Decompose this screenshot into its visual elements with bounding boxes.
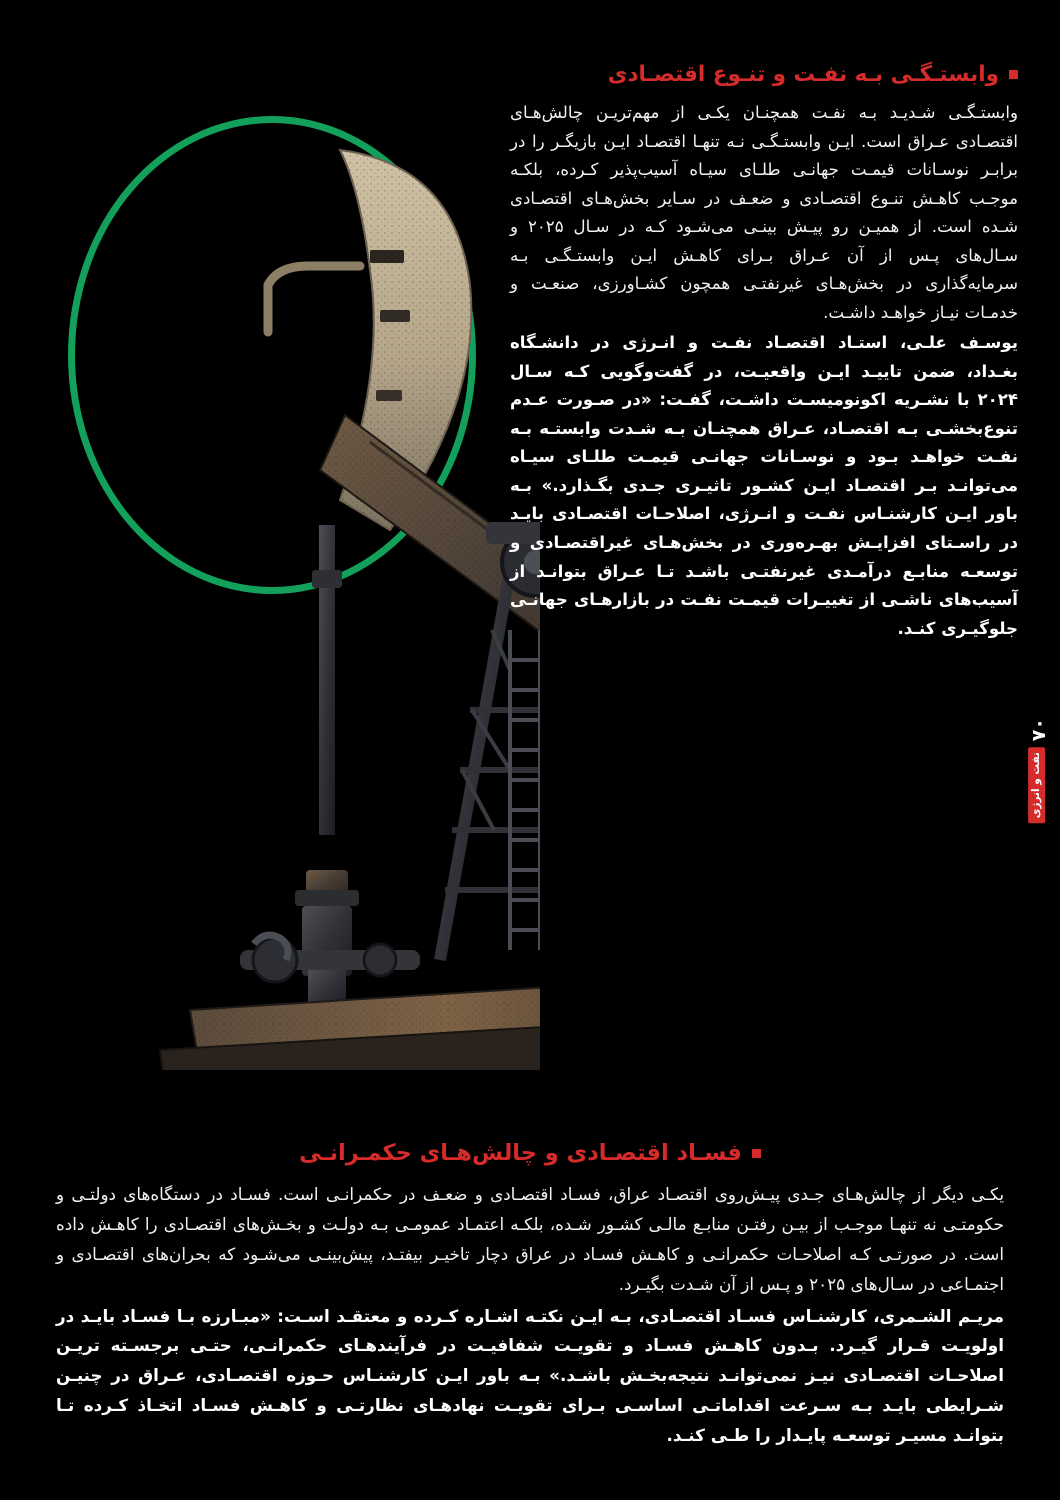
section-heading-oil	[510, 62, 1018, 87]
paragraph-oil-1: وابستـگـی شـدیـد بـه نفـت همچنـان یکـی از مهم‌تریـن چالش‌هـای اقتصـادی عـراق است. ایـن وابستـگـی نـه تنهـا اقتصـاد ایـن بازیگـر را در برابـر نوسـانات قیمـت جهانـی طلـای سیـاه آسیب‌پذیر کـرده، بلکـه موجـب کاهـش تنـوع اقتصـادی و ضعـف در سـایر بخش‌هـای اقتصـادی شـده است. از همیـن رو پیـش بینـی می‌شـود کـه در سـال ۲۰۲۵ و سـال‌های پـس از آن عـراق بـرای کاهـش ایـن وابستـگـی بـه سرمایه‌گذاری در بخش‌هـای غیرنفتـی همچون کشـاورزی، صنعـت و خدمـات نیـاز خواهـد داشـت.	[510, 103, 1018, 322]
oil-pump-jack-image	[40, 70, 540, 1070]
article-section-corruption	[56, 1140, 1004, 1453]
square-bullet-icon	[752, 1149, 761, 1158]
section-badge: نفت و انرژی	[1028, 747, 1045, 823]
paragraph-corruption-2-quote: مریـم الشـمری، کارشنـاس فسـاد اقتصـادی، بـه ایـن نکتـه اشـاره کـرده و معتقـد اسـت: «مبـارزه بـا فسـاد بایـد در اولویـت قـرار گیـرد. بـدون کاهـش فسـاد و تقویـت شفافیـت در فرآیندهـای حکمرانـی، حتـی برجسـته تریـن اصلاحـات اقتصـادی نیـز نمی‌توانـد نتیجه‌بخـش باشـد.» بـه باور ایـن کارشنـاس حـوزه اقتصـادی، عـراق در چنیـن شـرایطی بایـد بـه سـرعت اقداماتـی اساسـی بـرای تقویـت نهادهـای نظارتـی و کاهـش فسـاد اتخـاذ کـرده تـا بتوانـد مسیـر توسعـه پایـدار را طـی کنـد.	[56, 1305, 1004, 1446]
square-bullet-icon	[1009, 70, 1018, 79]
paragraph-oil-2-quote: یوسـف علـی، استـاد اقتصـاد نفـت و انـرژی در دانشـگاه بغـداد، ضمن تاییـد ایـن واقعیـت، در گفت‌وگویی کـه سـال ۲۰۲۴ با نشـریه اکونومیسـت داشـت، گفـت: «در صـورت عـدم تنوع‌بخشـی بـه اقتصـاد، عـراق همچنـان بـه شـدت وابستـه بـه نفـت خواهـد بـود و نوسـانات جهانـی قیمـت طلـای سیـاه می‌توانـد بـر اقتصـاد ایـن کشـور تاثیـری جـدی بگـذارد.» بـه باور ایـن کارشنـاس نفـت و انـرژی، اصلاحـات اقتصـادی بایـد در راسـتای افزایـش بهـره‌وری در بخش‌هـای غیراقتصـادی و توسعـه منابـع درآمـدی غیرنفتـی باشـد تـا عـراق بتوانـد از آسیب‌های ناشـی از تغییـرات قیمـت نفـت در بازارهـای جهانـی جلوگیـری کنـد.	[510, 333, 1018, 638]
paragraph-corruption-1: یکـی دیگر از چالش‌هـای جـدی پیـش‌روی اقتصـاد عراق، فسـاد اقتصـادی و ضعـف در حکمرانـی است. فسـاد در دستگاه‌های دولتـی و حکومتـی نه تنهـا موجـب از بیـن رفتـن منابـع مالـی کشـور شـده، بلکـه اعتمـاد عمومـی بـه دولـت و بخـش‌های اقتصـادی را کاهـش داده است. در صورتـی کـه اصلاحـات حکمرانـی و کاهـش فسـاد در عراق دچار تاخیـر بیفتـد، پیش‌بینـی می‌شـود که بحران‌های اقتصـادی و اجتمـاعی در سـال‌های ۲۰۲۵ و پـس از آن شـدت بگیـرد.	[56, 1184, 1004, 1294]
illustration-area	[40, 70, 540, 1070]
section-heading-corruption	[56, 1140, 1004, 1166]
page-folio	[1024, 718, 1050, 827]
page-number: ۷۰	[1028, 718, 1050, 742]
section-heading-corruption-label: فسـاد اقتصـادی و چالش‌هـای حکمـرانـی	[299, 1140, 742, 1166]
section-heading-oil-label: وابستـگـی بـه نفـت و تنـوع اقتصـادی	[607, 62, 999, 87]
article-column-oil-dependency	[510, 62, 1018, 645]
